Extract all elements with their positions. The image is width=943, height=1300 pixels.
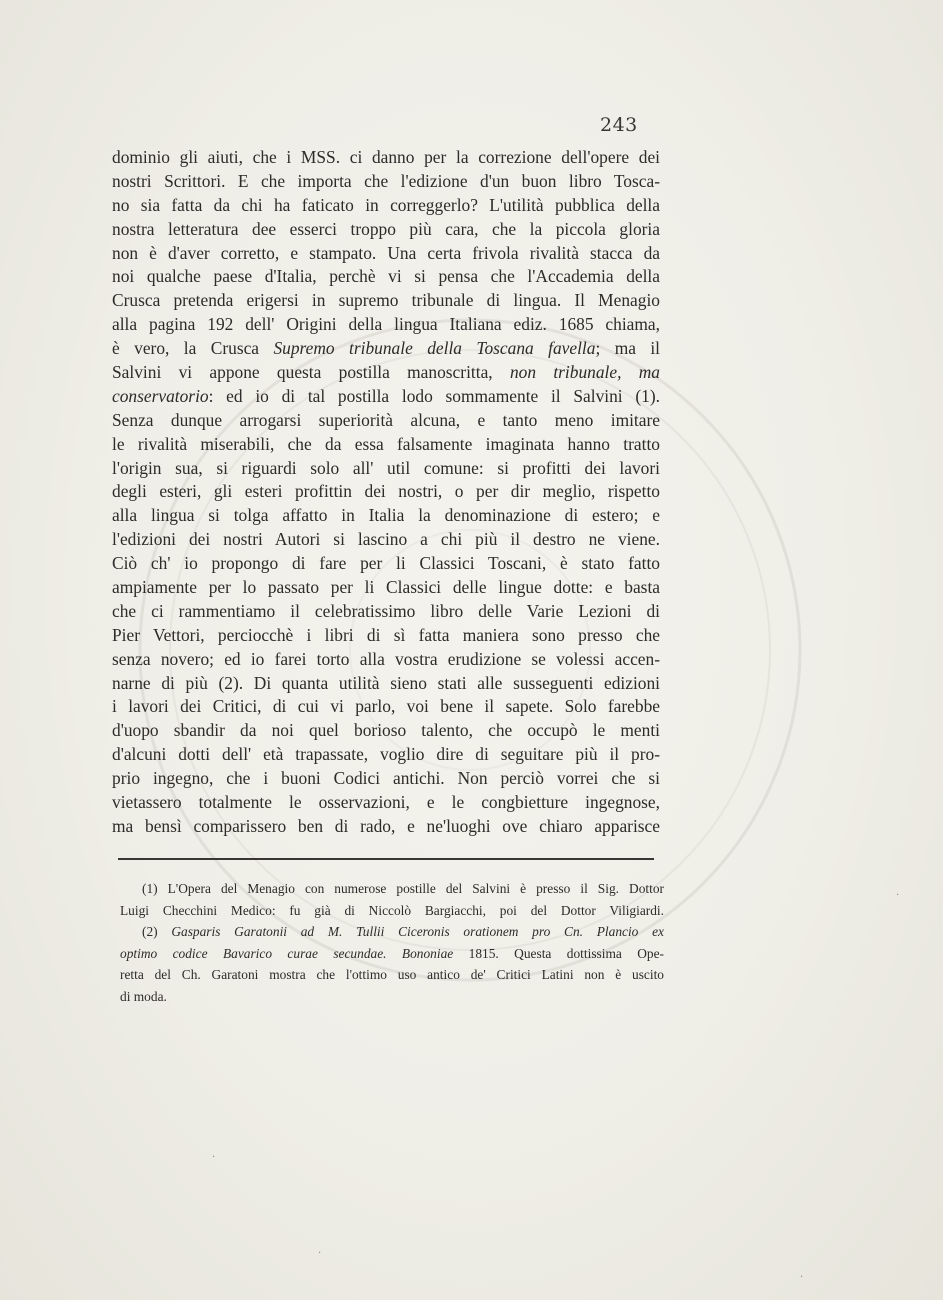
footnote-line	[120, 986, 664, 1008]
text-segment: noi qualche paese d'Italia, perchè vi si pensa che l'Accademia della	[112, 266, 660, 287]
text-line	[112, 433, 660, 457]
text-line	[112, 265, 660, 289]
text-segment: le rivalità miserabili, che da essa falsamente imaginata hanno tratto	[112, 433, 660, 454]
paper-speck: ·	[896, 890, 900, 901]
text-segment: ampiamente per lo passato per li Classici delle lingue dotte: e basta	[112, 577, 660, 598]
text-line	[112, 313, 660, 337]
text-segment: Pier Vettori, perciocchè i libri di sì fatta maniera sono presso che	[112, 624, 660, 645]
text-segment: degli esteri, gli esteri profittin dei nostri, o per dir meglio, rispetto	[112, 481, 660, 502]
paper-speck: ·	[212, 1152, 216, 1163]
footnote-segment: Gasparis Garatonii ad M. Tullii Ciceronis orationem pro Cn. Plancio ex	[171, 924, 664, 940]
text-line	[112, 767, 660, 791]
text-segment: alla lingua si tolga affatto in Italia la denominazione di estero; e	[112, 505, 660, 526]
footnote-segment: (1) L'Opera del Menagio con numerose postille del Salvini è presso il Sig. Dottor	[142, 881, 664, 896]
text-segment: nostri Scrittori. E che importa che l'edizione d'un buon libro Tosca-	[112, 170, 660, 191]
paper-speck: ·	[318, 1248, 322, 1259]
text-segment: : ed io di tal postilla lodo sommamente il Salvini (1).	[208, 385, 660, 406]
text-line	[112, 480, 660, 504]
text-line	[112, 576, 660, 600]
text-segment: ; ma il	[595, 338, 661, 359]
text-line	[112, 600, 660, 624]
text-segment: Crusca pretenda erigersi in supremo tribunale di lingua. Il Menagio	[112, 290, 660, 311]
footnote-divider	[118, 858, 654, 860]
text-line	[112, 624, 660, 648]
text-line	[112, 648, 660, 672]
text-line	[112, 672, 660, 696]
footnote-segment: optimo codice Bavarico curae secundae. Bononiae	[120, 945, 454, 961]
footnote-line	[120, 878, 664, 900]
footnote-line	[120, 921, 664, 943]
text-segment: l'edizioni dei nostri Autori si lascino a chi più il destro ne viene.	[112, 529, 660, 550]
footnote-segment: di moda.	[120, 988, 167, 1004]
text-line	[112, 385, 660, 409]
text-line	[112, 218, 660, 242]
text-segment: prio ingegno, che i buoni Codici antichi. Non perciò vorrei che si	[112, 768, 660, 789]
text-segment: d'uopo sbandir da noi quel borioso talento, che occupò le menti	[112, 720, 660, 741]
text-line	[112, 695, 660, 719]
text-line	[112, 361, 660, 385]
text-segment: d'alcuni dotti dell' età trapassate, voglio dire di seguitare più il pro-	[112, 744, 660, 765]
footnote-line	[120, 964, 664, 986]
text-segment: no sia fatta da chi ha faticato in correggerlo? L'utilità pubblica della	[112, 194, 660, 215]
text-segment: Salvini vi appone questa postilla manoscritta,	[112, 362, 510, 383]
text-line	[112, 815, 660, 839]
text-segment: Ciò ch' io propongo di fare per li Classici Toscani, è stato fatto	[112, 553, 660, 574]
page-number: 243	[600, 114, 638, 136]
text-segment: l'origin sua, si riguardi solo all' util comune: si profitti dei lavori	[112, 457, 660, 478]
text-line	[112, 719, 660, 743]
body-text	[112, 146, 660, 839]
text-segment: è vero, la Crusca	[112, 338, 274, 359]
text-line	[112, 791, 660, 815]
footnote-segment: 1815. Questa dottissima Ope-	[453, 945, 664, 961]
text-line	[112, 528, 660, 552]
text-segment: vietassero totalmente le osservazioni, e le congbietture ingegnose,	[112, 792, 660, 813]
text-line	[112, 552, 660, 576]
text-segment: narne di più (2). Di quanta utilità sieno stati alle susseguenti edizioni	[112, 672, 660, 693]
text-line	[112, 194, 660, 218]
text-segment: Senza dunque arrogarsi superiorità alcuna, e tanto meno imitare	[112, 409, 660, 430]
text-line	[112, 242, 660, 266]
text-segment: dominio gli aiuti, che i MSS. ci danno per la correzione dell'opere dei	[112, 147, 660, 167]
paper-speck: ·	[800, 1272, 804, 1283]
text-segment: nostra letteratura dee esserci troppo più cara, che la piccola gloria	[112, 218, 660, 239]
text-segment: ma bensì comparissero ben di rado, e ne'luoghi ove chiaro apparisce	[112, 815, 660, 836]
footnote-segment: Luigi Checchini Medico: fu già di Niccolò Bargiacchi, poi del Dottor Viligiardi.	[120, 902, 664, 918]
text-line	[112, 409, 660, 433]
text-segment: alla pagina 192 dell' Origini della lingua Italiana ediz. 1685 chiama,	[112, 314, 660, 335]
text-segment: Supremo tribunale della Toscana favella	[273, 338, 596, 359]
text-segment: i lavori dei Critici, di cui vi parlo, voi bene il sapete. Solo farebbe	[112, 696, 660, 717]
text-segment: che ci rammentiamo il celebratissimo libro delle Varie Lezioni di	[112, 600, 660, 621]
text-segment: senza novero; ed io farei torto alla vostra erudizione se volessi accen-	[112, 648, 660, 669]
footnote-segment: (2)	[142, 924, 172, 940]
footnote-line	[120, 900, 664, 922]
text-line	[112, 504, 660, 528]
text-line	[112, 170, 660, 194]
text-segment: conservatorio	[112, 385, 209, 406]
footnote-line	[120, 943, 664, 965]
footnotes	[120, 878, 664, 1008]
text-line	[112, 289, 660, 313]
text-line	[112, 146, 660, 170]
text-line	[112, 457, 660, 481]
footnote-segment: retta del Ch. Garatoni mostra che l'ottimo uso antico de' Critici Latini non è uscito	[120, 967, 664, 983]
text-segment: non è d'aver corretto, e stampato. Una certa frivola rivalità stacca da	[112, 242, 660, 263]
text-line	[112, 337, 660, 361]
text-line	[112, 743, 660, 767]
text-segment: non tribunale, ma	[509, 362, 660, 383]
